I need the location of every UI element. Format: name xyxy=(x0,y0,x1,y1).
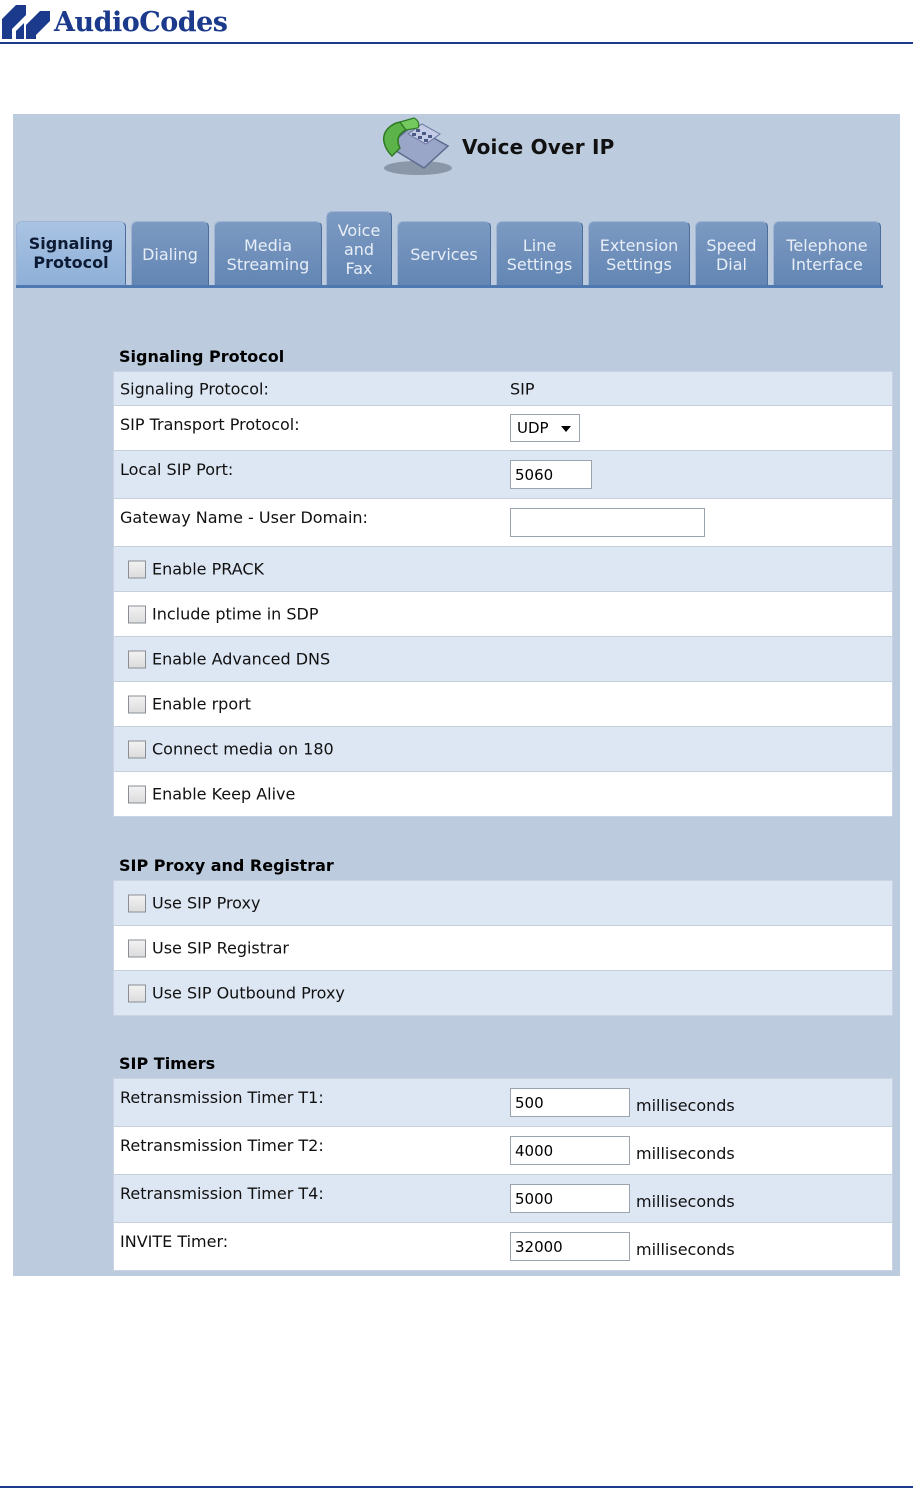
timer-t4-unit: milliseconds xyxy=(636,1192,735,1211)
enable-keep-alive-checkbox[interactable] xyxy=(128,785,295,804)
use-sip-registrar-checkbox[interactable] xyxy=(128,939,289,958)
section-title-signaling: Signaling Protocol xyxy=(119,347,285,366)
checkbox-label: Enable PRACK xyxy=(152,559,265,579)
checkbox-label: Use SIP Registrar xyxy=(152,938,289,958)
timer-t2-label: Retransmission Timer T2: xyxy=(120,1136,324,1155)
tab-telephone-interface[interactable] xyxy=(773,221,881,287)
timers-form xyxy=(113,1078,893,1271)
checkbox-box[interactable] xyxy=(128,650,146,668)
tab-label: Media Streaming xyxy=(226,235,310,274)
include-ptime-row xyxy=(114,592,892,637)
checkbox-label: Enable Advanced DNS xyxy=(152,649,331,669)
use-sip-proxy-row xyxy=(114,881,892,926)
timer-t2-row xyxy=(114,1127,892,1175)
local-sip-port-row xyxy=(114,451,892,499)
use-sip-proxy-checkbox[interactable] xyxy=(128,894,260,913)
use-sip-outbound-proxy-checkbox[interactable] xyxy=(128,984,345,1003)
invite-timer-unit: milliseconds xyxy=(636,1240,735,1259)
checkbox-label: Enable Keep Alive xyxy=(152,784,296,804)
checkbox-label: Enable rport xyxy=(152,694,251,714)
section-title-proxy: SIP Proxy and Registrar xyxy=(119,856,334,875)
sip-transport-label: SIP Transport Protocol: xyxy=(120,415,300,434)
tab-voice-and-fax[interactable] xyxy=(326,211,392,287)
brand-header xyxy=(2,4,227,40)
enable-prack-row xyxy=(114,547,892,592)
signaling-protocol-row xyxy=(114,372,892,406)
checkbox-box[interactable] xyxy=(128,740,146,758)
signaling-protocol-label: Signaling Protocol: xyxy=(120,379,269,398)
checkbox-label: Include ptime in SDP xyxy=(152,604,319,624)
connect-media-row xyxy=(114,727,892,772)
timer-t1-input[interactable] xyxy=(510,1088,630,1117)
enable-advanced-dns-checkbox[interactable] xyxy=(128,650,330,669)
voip-panel xyxy=(13,114,900,1276)
local-sip-port-input[interactable] xyxy=(510,460,592,489)
tab-label: Extension Settings xyxy=(599,235,679,274)
invite-timer-row xyxy=(114,1223,892,1270)
tab-label: Telephone Interface xyxy=(786,235,868,274)
gateway-name-input[interactable] xyxy=(510,508,705,537)
local-sip-port-label: Local SIP Port: xyxy=(120,460,234,479)
checkbox-box[interactable] xyxy=(128,939,146,957)
brand-name: AudioCodes xyxy=(54,6,228,38)
connect-media-checkbox[interactable] xyxy=(128,740,334,759)
checkbox-label: Use SIP Outbound Proxy xyxy=(152,983,345,1003)
invite-timer-label: INVITE Timer: xyxy=(120,1232,229,1251)
invite-timer-input[interactable] xyxy=(510,1232,630,1261)
checkbox-box[interactable] xyxy=(128,560,146,578)
signaling-form xyxy=(113,371,893,817)
checkbox-label: Connect media on 180 xyxy=(152,739,334,759)
section-title-timers: SIP Timers xyxy=(119,1054,216,1073)
timer-t4-label: Retransmission Timer T4: xyxy=(120,1184,324,1203)
sip-transport-select[interactable] xyxy=(510,414,580,442)
tab-label: Line Settings xyxy=(506,235,573,274)
checkbox-label: Use SIP Proxy xyxy=(152,893,261,913)
checkbox-box[interactable] xyxy=(128,785,146,803)
tab-label: Speed Dial xyxy=(706,235,757,274)
page-title: Voice Over IP xyxy=(462,135,615,159)
tab-media-streaming[interactable] xyxy=(214,221,322,287)
timer-t4-input[interactable] xyxy=(510,1184,630,1213)
header-rule xyxy=(0,42,913,44)
tab-label: Signaling Protocol xyxy=(28,234,114,272)
enable-rport-checkbox[interactable] xyxy=(128,695,251,714)
checkbox-box[interactable] xyxy=(128,605,146,623)
include-ptime-checkbox[interactable] xyxy=(128,605,319,624)
tab-underline xyxy=(16,285,883,288)
sip-transport-row xyxy=(114,406,892,451)
tab-label: Dialing xyxy=(142,245,198,264)
voip-phone-icon xyxy=(378,116,456,178)
enable-rport-row xyxy=(114,682,892,727)
gateway-name-row xyxy=(114,499,892,547)
enable-keep-alive-row xyxy=(114,772,892,816)
checkbox-box[interactable] xyxy=(128,695,146,713)
footer-rule xyxy=(0,1486,913,1488)
enable-prack-checkbox[interactable] xyxy=(128,560,264,579)
timer-t2-unit: milliseconds xyxy=(636,1144,735,1163)
gateway-name-label: Gateway Name - User Domain: xyxy=(120,508,368,527)
tab-dialing[interactable] xyxy=(131,221,209,287)
tab-signaling-protocol[interactable] xyxy=(16,221,126,287)
timer-t1-label: Retransmission Timer T1: xyxy=(120,1088,324,1107)
proxy-form xyxy=(113,880,893,1016)
audiocodes-logo-icon xyxy=(2,5,50,39)
chevron-down-icon xyxy=(561,426,571,432)
timer-t1-row xyxy=(114,1079,892,1127)
tab-label: Services xyxy=(410,245,478,264)
tab-line-settings[interactable] xyxy=(496,221,583,287)
timer-t4-row xyxy=(114,1175,892,1223)
tab-services[interactable] xyxy=(397,221,491,287)
use-sip-registrar-row xyxy=(114,926,892,971)
timer-t2-input[interactable] xyxy=(510,1136,630,1165)
tab-extension-settings[interactable] xyxy=(588,221,690,287)
tab-speed-dial[interactable] xyxy=(695,221,768,287)
sip-transport-value: UDP xyxy=(517,419,549,437)
page-header xyxy=(378,116,615,178)
use-sip-outbound-proxy-row xyxy=(114,971,892,1015)
timer-t1-unit: milliseconds xyxy=(636,1096,735,1115)
checkbox-box[interactable] xyxy=(128,894,146,912)
enable-advanced-dns-row xyxy=(114,637,892,682)
checkbox-box[interactable] xyxy=(128,984,146,1002)
signaling-protocol-value: SIP xyxy=(510,379,535,398)
tab-label: Voice and Fax xyxy=(337,221,381,278)
